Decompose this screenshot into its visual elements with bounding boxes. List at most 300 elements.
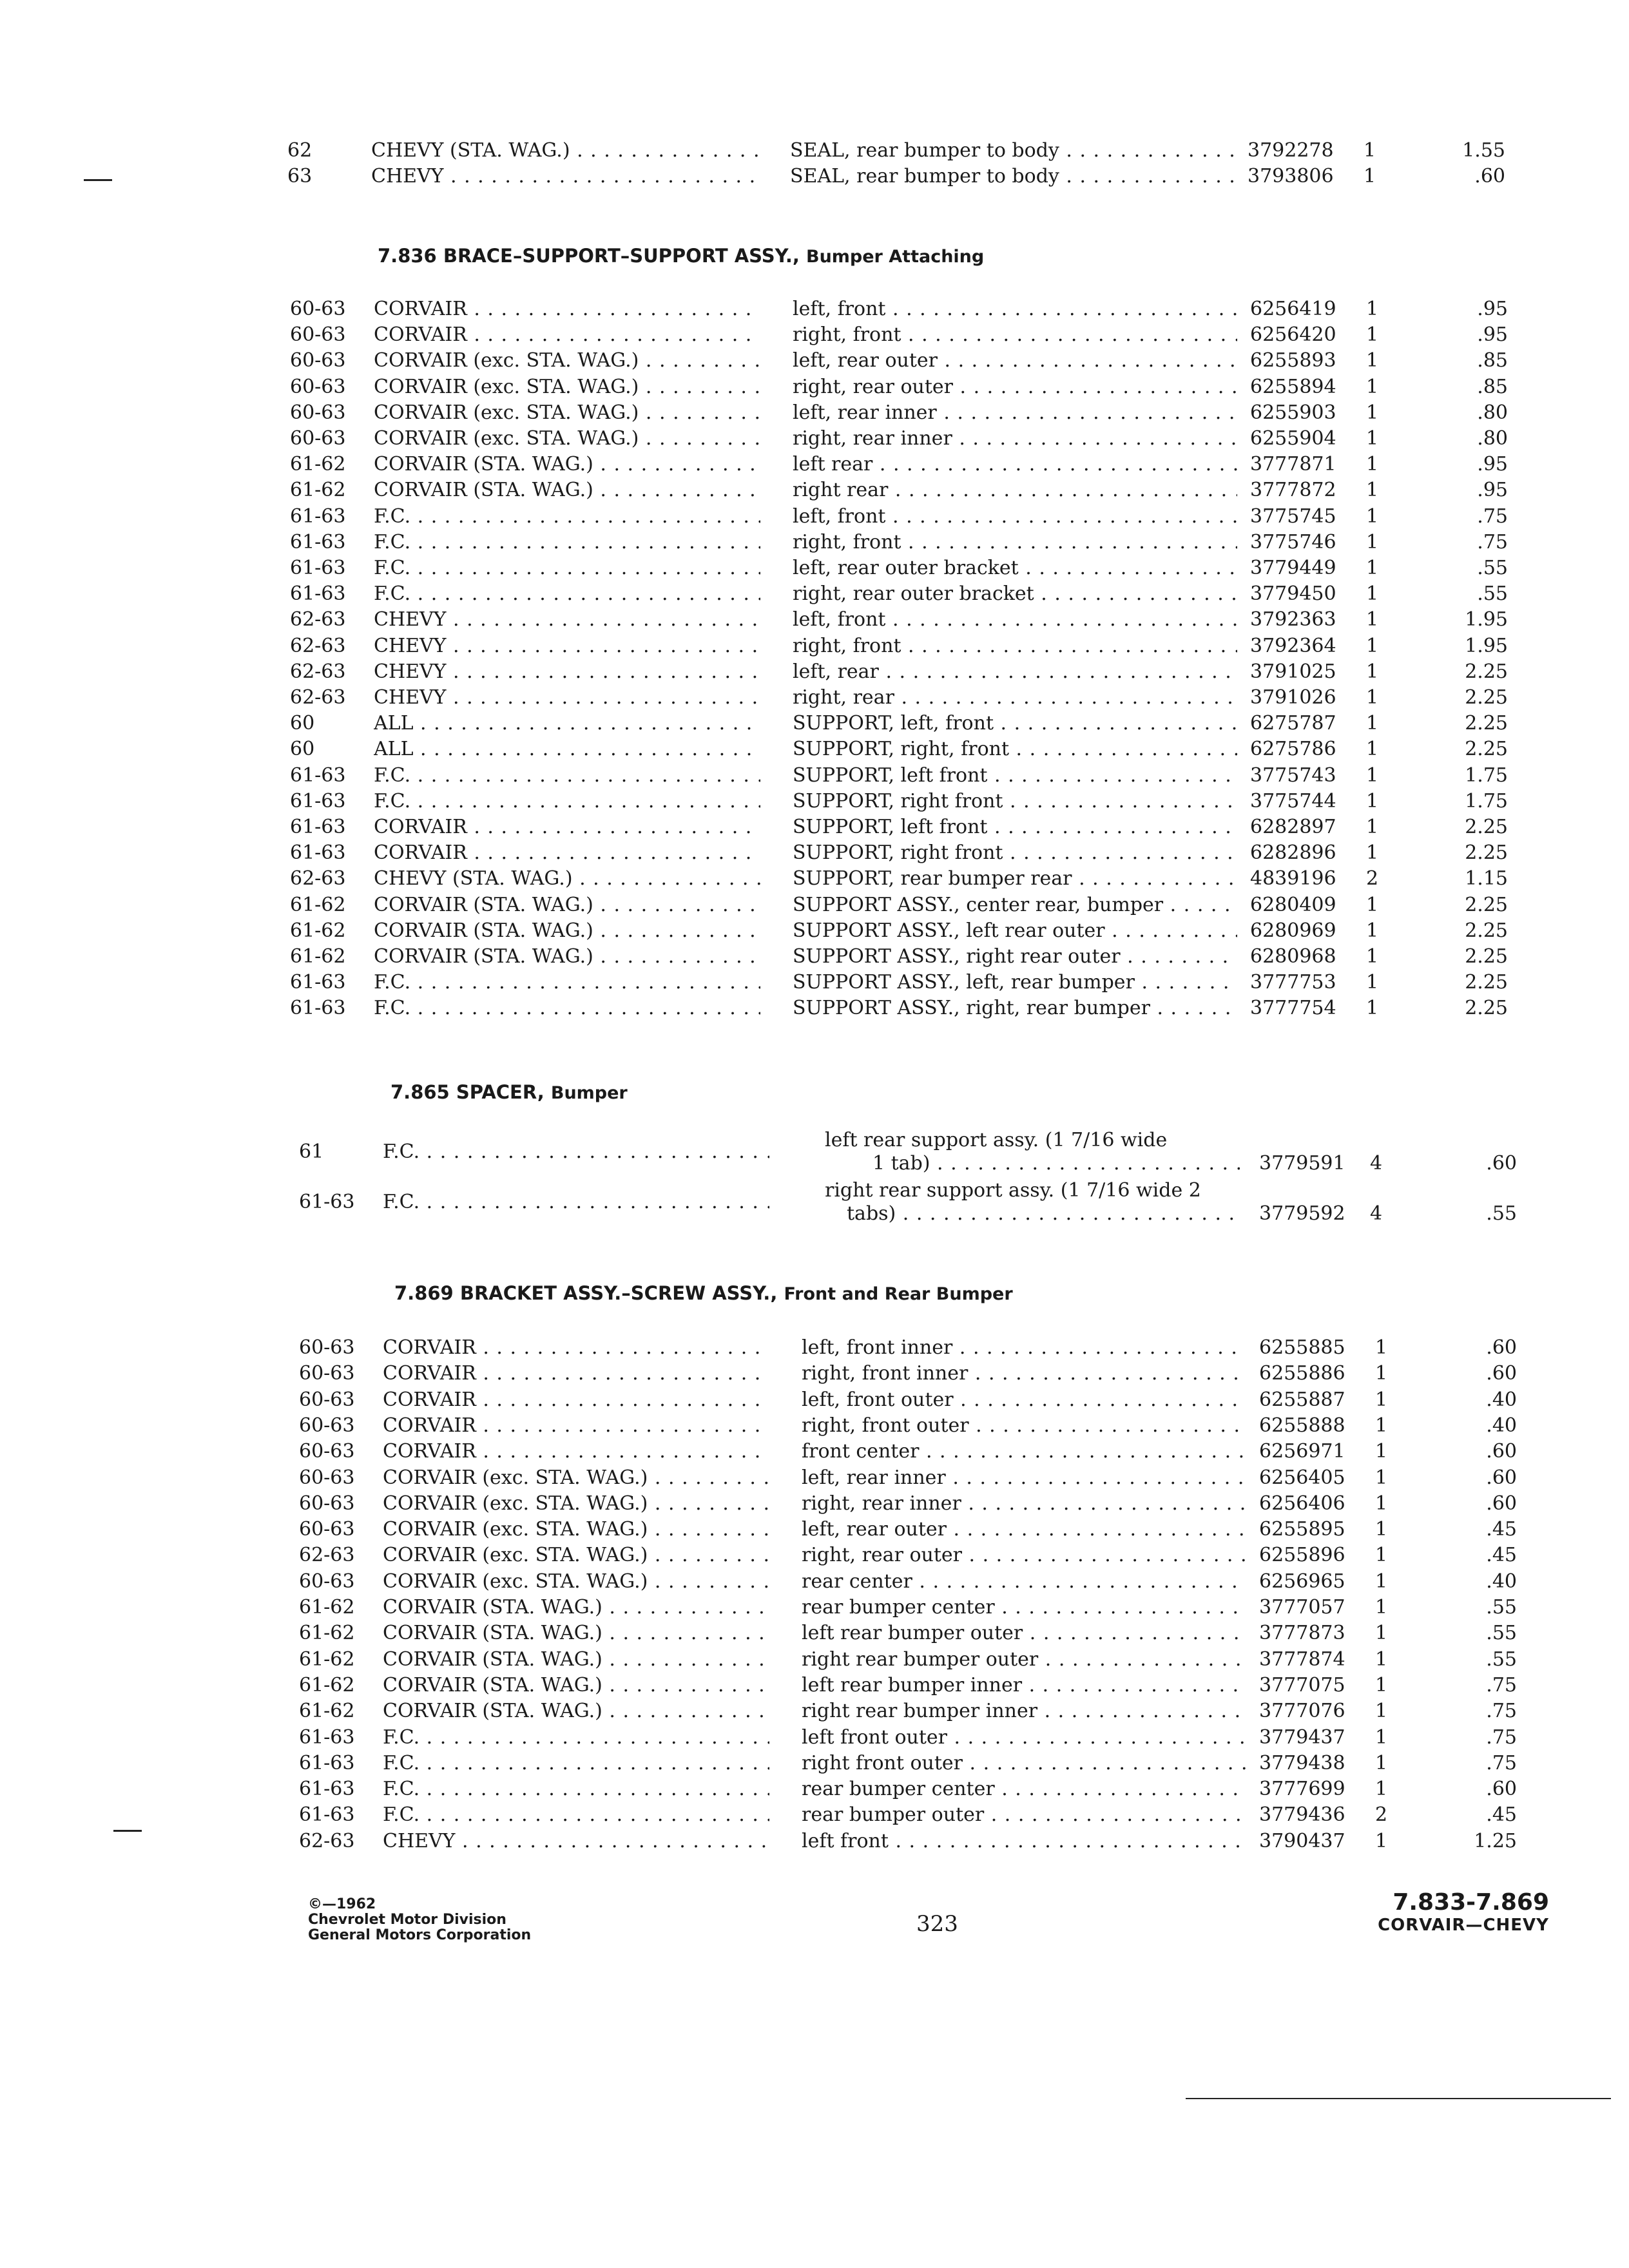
description-cell: [802, 1387, 1246, 1413]
description: right, rear outer bracket . . .: [793, 582, 1237, 605]
quantity: 1: [1375, 1362, 1388, 1385]
table-row: [299, 1725, 1523, 1751]
model-cell: [383, 1335, 769, 1361]
table-row: [290, 840, 1514, 866]
copyright: ©—1962: [308, 1896, 376, 1912]
year-range: 62-63: [290, 634, 346, 657]
price: .75: [1486, 1700, 1517, 1723]
description: left, front inner . . .: [802, 1336, 1246, 1359]
description: left front outer . . .: [802, 1726, 1246, 1749]
description-cell: [802, 1751, 1246, 1776]
price: .60: [1486, 1778, 1517, 1801]
part-number: 6256419: [1250, 298, 1336, 320]
year-range: 60-63: [290, 323, 346, 347]
price: 1.55: [1462, 139, 1505, 162]
part-number: 3790437: [1259, 1829, 1345, 1852]
description-cell: [793, 530, 1237, 555]
part-number: 3777872: [1250, 479, 1336, 502]
model-cell: [374, 374, 760, 400]
quantity: 1: [1366, 660, 1379, 683]
price: 2.25: [1465, 945, 1508, 968]
description-cell: [802, 1413, 1246, 1439]
model-name: CORVAIR (exc. STA. WAG.) . . .: [374, 376, 760, 398]
model-cell: [374, 555, 760, 581]
quantity: 1: [1375, 1778, 1388, 1801]
part-number: 6255904: [1250, 427, 1336, 450]
part-number: 3777699: [1259, 1778, 1345, 1801]
quantity: 1: [1366, 686, 1379, 709]
model-cell: [383, 1829, 769, 1854]
quantity: 1: [1366, 582, 1379, 606]
table-row: [299, 1802, 1523, 1828]
model-cell: [383, 1439, 769, 1465]
description-cell: [793, 763, 1237, 789]
table-row: [299, 1829, 1523, 1854]
table-row: [299, 1387, 1523, 1413]
price: .80: [1477, 401, 1508, 424]
year-range: 61-63: [290, 505, 346, 528]
quantity: 1: [1366, 712, 1379, 735]
section-range: 7.833-7.869: [1393, 1889, 1549, 1916]
year-range: 61-63: [290, 557, 346, 579]
part-number: 3791026: [1250, 686, 1336, 709]
description-cell: [793, 789, 1237, 814]
model-cell: [374, 866, 760, 892]
description: SUPPORT, right, front . . .: [793, 738, 1237, 760]
part-number: 6275786: [1250, 738, 1336, 761]
price: 2.25: [1465, 712, 1508, 735]
description: left, front . . .: [793, 608, 1237, 631]
part-number: 6255886: [1259, 1362, 1345, 1385]
year-range: 63: [287, 165, 313, 187]
description: SUPPORT ASSY., right rear outer . . .: [793, 945, 1237, 968]
section-title: SPACER,: [456, 1081, 545, 1103]
model-name: CORVAIR (exc. STA. WAG.) . . .: [374, 401, 760, 424]
model-name: CHEVY . . .: [374, 686, 760, 709]
quantity: 1: [1366, 971, 1379, 994]
price: 2.25: [1465, 841, 1508, 865]
section-number: 7.869: [394, 1282, 454, 1304]
quantity: 1: [1366, 427, 1379, 450]
model-name: CORVAIR (STA. WAG.) . . .: [374, 919, 760, 942]
price: .45: [1486, 1803, 1517, 1827]
year-range: 61-62: [290, 453, 346, 476]
model-name: F.C. . . .: [374, 997, 760, 1019]
description-cell: [793, 995, 1237, 1021]
model-cell: [374, 970, 760, 995]
model-name: CHEVY . . .: [374, 635, 760, 657]
page-number: 323: [916, 1911, 958, 1937]
price: .60: [1486, 1152, 1517, 1175]
model-cell: [374, 995, 760, 1021]
description: rear bumper center . . .: [802, 1596, 1246, 1619]
year-range: 60-63: [290, 427, 346, 450]
section-heading: [390, 1081, 628, 1103]
model-name: CORVAIR (exc. STA. WAG.) . . .: [383, 1518, 769, 1541]
year-range: 61-63: [299, 1778, 355, 1801]
quantity: 1: [1366, 505, 1379, 528]
quantity: 4: [1370, 1152, 1383, 1175]
description-cell: [793, 504, 1237, 530]
description: left rear . . .: [793, 453, 1237, 476]
price: .75: [1486, 1673, 1517, 1696]
year-range: 61-63: [290, 582, 346, 606]
description-cell: [793, 374, 1237, 400]
year-range: 62-63: [299, 1544, 355, 1567]
model-cell: [374, 530, 760, 555]
description: SEAL, rear bumper to body . . .: [790, 139, 1235, 162]
year-range: 62-63: [299, 1829, 355, 1852]
model-name: CORVAIR . . .: [383, 1389, 769, 1411]
part-number: 3775744: [1250, 789, 1336, 812]
description: right, rear inner . . .: [793, 427, 1237, 450]
section-subtitle: Bumper Attaching: [805, 247, 985, 267]
part-number: 3777075: [1259, 1673, 1345, 1696]
price: 2.25: [1465, 919, 1508, 942]
division: Chevrolet Motor Division: [308, 1912, 506, 1928]
price: .40: [1486, 1414, 1517, 1437]
quantity: 1: [1366, 401, 1379, 424]
model-cell: [374, 944, 760, 970]
model-cell: [374, 814, 760, 840]
description: right, rear . . .: [793, 686, 1237, 709]
part-number: 6280409: [1250, 893, 1336, 916]
footer-reference: [1378, 1889, 1549, 1935]
model-cell: [374, 711, 760, 736]
model-name: CORVAIR (STA. WAG.) . . .: [374, 945, 760, 968]
year-range: 61-63: [299, 1751, 355, 1774]
model-cell: [374, 296, 760, 322]
model-cell: [374, 659, 760, 685]
model-name: CORVAIR (STA. WAG.) . . .: [383, 1622, 769, 1644]
model-cell: [383, 1517, 769, 1542]
year-range: 60-63: [299, 1336, 355, 1359]
description-cell: [793, 892, 1237, 918]
part-number: 3777076: [1259, 1700, 1345, 1723]
price: .75: [1477, 530, 1508, 553]
quantity: 1: [1366, 945, 1379, 968]
model-name: F.C. . . .: [374, 764, 760, 787]
model-cell: [374, 736, 760, 762]
table-row: [299, 1413, 1523, 1439]
year-range: 61-62: [290, 945, 346, 968]
description-cell: [790, 138, 1235, 164]
description-cell: [793, 477, 1237, 503]
model-cell: [374, 633, 760, 659]
description: left, rear inner . . .: [793, 401, 1237, 424]
quantity: 1: [1366, 738, 1379, 761]
quantity: 1: [1366, 530, 1379, 553]
model-name: CORVAIR . . .: [374, 298, 760, 320]
price: .55: [1486, 1622, 1517, 1645]
model-name: CHEVY (STA. WAG.) . . .: [371, 139, 758, 162]
price: .75: [1486, 1751, 1517, 1774]
section-title: BRACE–SUPPORT–SUPPORT ASSY.,: [443, 245, 800, 267]
part-number: 6255894: [1250, 375, 1336, 398]
year-range: 62-63: [290, 608, 346, 631]
quantity: 1: [1375, 1570, 1388, 1593]
year-range: 61-62: [299, 1673, 355, 1696]
description: left, front . . .: [793, 505, 1237, 528]
model-cell: [374, 426, 760, 452]
part-number: 3777873: [1259, 1622, 1345, 1645]
quantity: 1: [1366, 789, 1379, 812]
model-cell: [383, 1387, 769, 1413]
part-number: 3775746: [1250, 530, 1336, 553]
year-range: 61-63: [299, 1803, 355, 1827]
footer-publisher: [308, 1897, 531, 1943]
section-number: 7.865: [390, 1081, 450, 1103]
section-subtitle: Front and Rear Bumper: [784, 1284, 1013, 1304]
section-heading: [378, 245, 984, 267]
part-number: 6282896: [1250, 841, 1336, 865]
description-cell: [802, 1829, 1246, 1854]
part-number: 3777871: [1250, 453, 1336, 476]
table-row: [290, 322, 1514, 348]
description: left rear bumper inner . . .: [802, 1674, 1246, 1696]
year-range: 60-63: [290, 298, 346, 320]
description: SUPPORT ASSY., left rear outer . . .: [793, 919, 1237, 942]
description: left, rear inner . . .: [802, 1466, 1246, 1489]
year-range: 60-63: [299, 1570, 355, 1593]
quantity: 2: [1366, 867, 1379, 890]
table-row: [290, 607, 1514, 633]
model-cell: [374, 918, 760, 944]
part-number: 3779436: [1259, 1803, 1345, 1827]
description: SUPPORT ASSY., right, rear bumper . . .: [793, 997, 1237, 1019]
year-range: 60-63: [299, 1492, 355, 1515]
model-cell: [383, 1802, 769, 1828]
description-cell: [802, 1569, 1246, 1595]
description: left, front . . .: [793, 298, 1237, 320]
table-row: [290, 944, 1514, 970]
part-number: 3775745: [1250, 505, 1336, 528]
part-number: 3793806: [1248, 165, 1334, 187]
model-name: F.C. . . .: [383, 1140, 769, 1163]
part-number: 3777874: [1259, 1648, 1345, 1671]
table-row: [299, 1569, 1523, 1595]
part-number: 6255895: [1259, 1518, 1345, 1541]
model-cell: [371, 138, 758, 164]
table-row: [290, 970, 1514, 995]
year-range: 60-63: [299, 1466, 355, 1489]
price: .60: [1486, 1362, 1517, 1385]
part-number: 6256405: [1259, 1466, 1345, 1489]
part-number: 6280969: [1250, 919, 1336, 942]
description: SUPPORT, left front . . .: [793, 816, 1237, 838]
quantity: 1: [1375, 1829, 1388, 1852]
model-name: CORVAIR (exc. STA. WAG.) . . .: [383, 1466, 769, 1489]
model-cell: [383, 1569, 769, 1595]
part-number: 6255885: [1259, 1336, 1345, 1359]
model-name: CHEVY (STA. WAG.) . . .: [374, 867, 760, 890]
year-range: 60-63: [290, 401, 346, 424]
section-number: 7.836: [378, 245, 437, 267]
year-range: 62-63: [290, 660, 346, 683]
quantity: 1: [1375, 1336, 1388, 1359]
part-number: 3777057: [1259, 1596, 1345, 1619]
description-cell: [802, 1335, 1246, 1361]
quantity: 1: [1366, 893, 1379, 916]
year-range: 60-63: [290, 349, 346, 372]
price: .60: [1486, 1440, 1517, 1463]
model-name: CORVAIR (exc. STA. WAG.) . . .: [383, 1570, 769, 1593]
quantity: 1: [1366, 323, 1379, 347]
quantity: 1: [1375, 1414, 1388, 1437]
quantity: 1: [1366, 919, 1379, 942]
corporation: General Motors Corporation: [308, 1927, 532, 1943]
table-row: [299, 1620, 1523, 1646]
part-number: 3779438: [1259, 1751, 1345, 1774]
model-cell: [374, 763, 760, 789]
description: right, front inner . . .: [802, 1362, 1246, 1385]
price: .60: [1474, 165, 1505, 187]
price: 2.25: [1465, 816, 1508, 838]
model-name: CORVAIR (STA. WAG.) . . .: [383, 1674, 769, 1696]
model-name: F.C. . . .: [374, 505, 760, 528]
quantity: 1: [1375, 1388, 1388, 1411]
description-cell: [802, 1439, 1246, 1465]
model-name: CORVAIR (STA. WAG.) . . .: [383, 1596, 769, 1619]
part-number: 3792364: [1250, 634, 1336, 657]
description: right, rear inner . . .: [802, 1492, 1246, 1515]
quantity: 1: [1366, 608, 1379, 631]
table-row: [290, 581, 1514, 607]
model-cell: [383, 1776, 769, 1802]
price: 1.25: [1474, 1829, 1517, 1852]
description: SUPPORT ASSY., center rear, bumper . . .: [793, 894, 1237, 916]
part-number: 6255896: [1259, 1544, 1345, 1567]
description-cell: [793, 659, 1237, 685]
price: 2.25: [1465, 997, 1508, 1020]
model-name: CORVAIR (STA. WAG.) . . .: [383, 1700, 769, 1722]
price: 2.25: [1465, 893, 1508, 916]
model-cell: [371, 164, 758, 189]
price: 2.25: [1465, 971, 1508, 994]
description: left, rear outer . . .: [793, 349, 1237, 372]
table-row: [299, 1751, 1523, 1776]
description-cell: [793, 918, 1237, 944]
year-range: 60: [290, 738, 315, 761]
quantity: 1: [1375, 1440, 1388, 1463]
table-row: [290, 918, 1514, 944]
description-line-1: left rear support assy. (1 7/16 wide: [825, 1129, 1168, 1151]
description: left rear bumper outer . . .: [802, 1622, 1246, 1644]
description-cell: [790, 164, 1235, 189]
description: rear center . . .: [802, 1570, 1246, 1593]
model-cell: [374, 581, 760, 607]
description: left, rear outer . . .: [802, 1518, 1246, 1541]
description: right rear bumper outer . . .: [802, 1648, 1246, 1671]
price: .45: [1486, 1518, 1517, 1541]
year-range: 60-63: [299, 1414, 355, 1437]
price: .75: [1486, 1725, 1517, 1749]
year-range: 61-63: [290, 789, 346, 812]
table-row: [287, 164, 1512, 189]
year-range: 61-62: [290, 893, 346, 916]
model-name: F.C. . . .: [383, 1778, 769, 1800]
model-cell: [383, 1189, 769, 1215]
description-cell: [802, 1698, 1246, 1724]
model-cell: [374, 322, 760, 348]
price: .40: [1486, 1570, 1517, 1593]
quantity: 1: [1366, 816, 1379, 838]
price: 2.25: [1465, 660, 1508, 683]
model-cell: [374, 400, 760, 426]
description-cell: [802, 1725, 1246, 1751]
part-number: 3792278: [1248, 139, 1334, 162]
table-row: [299, 1361, 1523, 1387]
table-row: [290, 892, 1514, 918]
description-cell: [793, 322, 1237, 348]
table-row: [290, 400, 1514, 426]
model-name: F.C. . . .: [383, 1752, 769, 1774]
description-cell: [872, 1151, 1240, 1177]
description-cell: [802, 1647, 1246, 1673]
price: .85: [1477, 375, 1508, 398]
year-range: 61-63: [290, 816, 346, 838]
description-cell: [793, 555, 1237, 581]
description-cell: [793, 296, 1237, 322]
part-number: 6255887: [1259, 1388, 1345, 1411]
description-line-2: 1 tab) . . .: [872, 1152, 1240, 1175]
quantity: 1: [1366, 557, 1379, 579]
model-cell: [374, 789, 760, 814]
description: SUPPORT, left, front . . .: [793, 712, 1237, 735]
model-cell: [383, 1698, 769, 1724]
model-cell: [374, 452, 760, 477]
description-cell: [802, 1776, 1246, 1802]
year-range: 61-63: [299, 1191, 355, 1213]
quantity: 1: [1375, 1518, 1388, 1541]
description: left front . . .: [802, 1830, 1246, 1852]
model-cell: [374, 685, 760, 711]
table-row: [290, 296, 1514, 322]
quantity: 1: [1366, 479, 1379, 502]
model-name: CORVAIR (exc. STA. WAG.) . . .: [374, 427, 760, 450]
model-name: ALL . . .: [374, 738, 760, 760]
model-name: CHEVY . . .: [383, 1830, 769, 1852]
quantity: 1: [1375, 1544, 1388, 1567]
description-cell: [793, 685, 1237, 711]
description-cell: [793, 348, 1237, 374]
part-number: 6256406: [1259, 1492, 1345, 1515]
table-row: [290, 995, 1514, 1021]
model-cell: [374, 504, 760, 530]
table-row: [290, 348, 1514, 374]
model-name: F.C. . . .: [374, 557, 760, 579]
part-number: 3775743: [1250, 764, 1336, 787]
price: 1.75: [1465, 764, 1508, 787]
table-row: [290, 633, 1514, 659]
price: .60: [1486, 1466, 1517, 1489]
model-cell: [383, 1647, 769, 1673]
model-name: CORVAIR (exc. STA. WAG.) . . .: [374, 349, 760, 372]
model-cell: [383, 1139, 769, 1165]
model-name: CHEVY . . .: [371, 165, 758, 187]
model-name: CORVAIR (STA. WAG.) . . .: [374, 453, 760, 476]
table-row: [299, 1128, 1523, 1179]
model-name: F.C. . . .: [374, 582, 760, 605]
margin-mark: [113, 1830, 142, 1832]
quantity: 1: [1375, 1648, 1388, 1671]
price: 2.25: [1465, 738, 1508, 761]
year-range: 61: [299, 1140, 324, 1163]
table-row: [290, 659, 1514, 685]
year-range: 61-62: [299, 1622, 355, 1645]
description: right, front . . .: [793, 635, 1237, 657]
quantity: 1: [1375, 1492, 1388, 1515]
